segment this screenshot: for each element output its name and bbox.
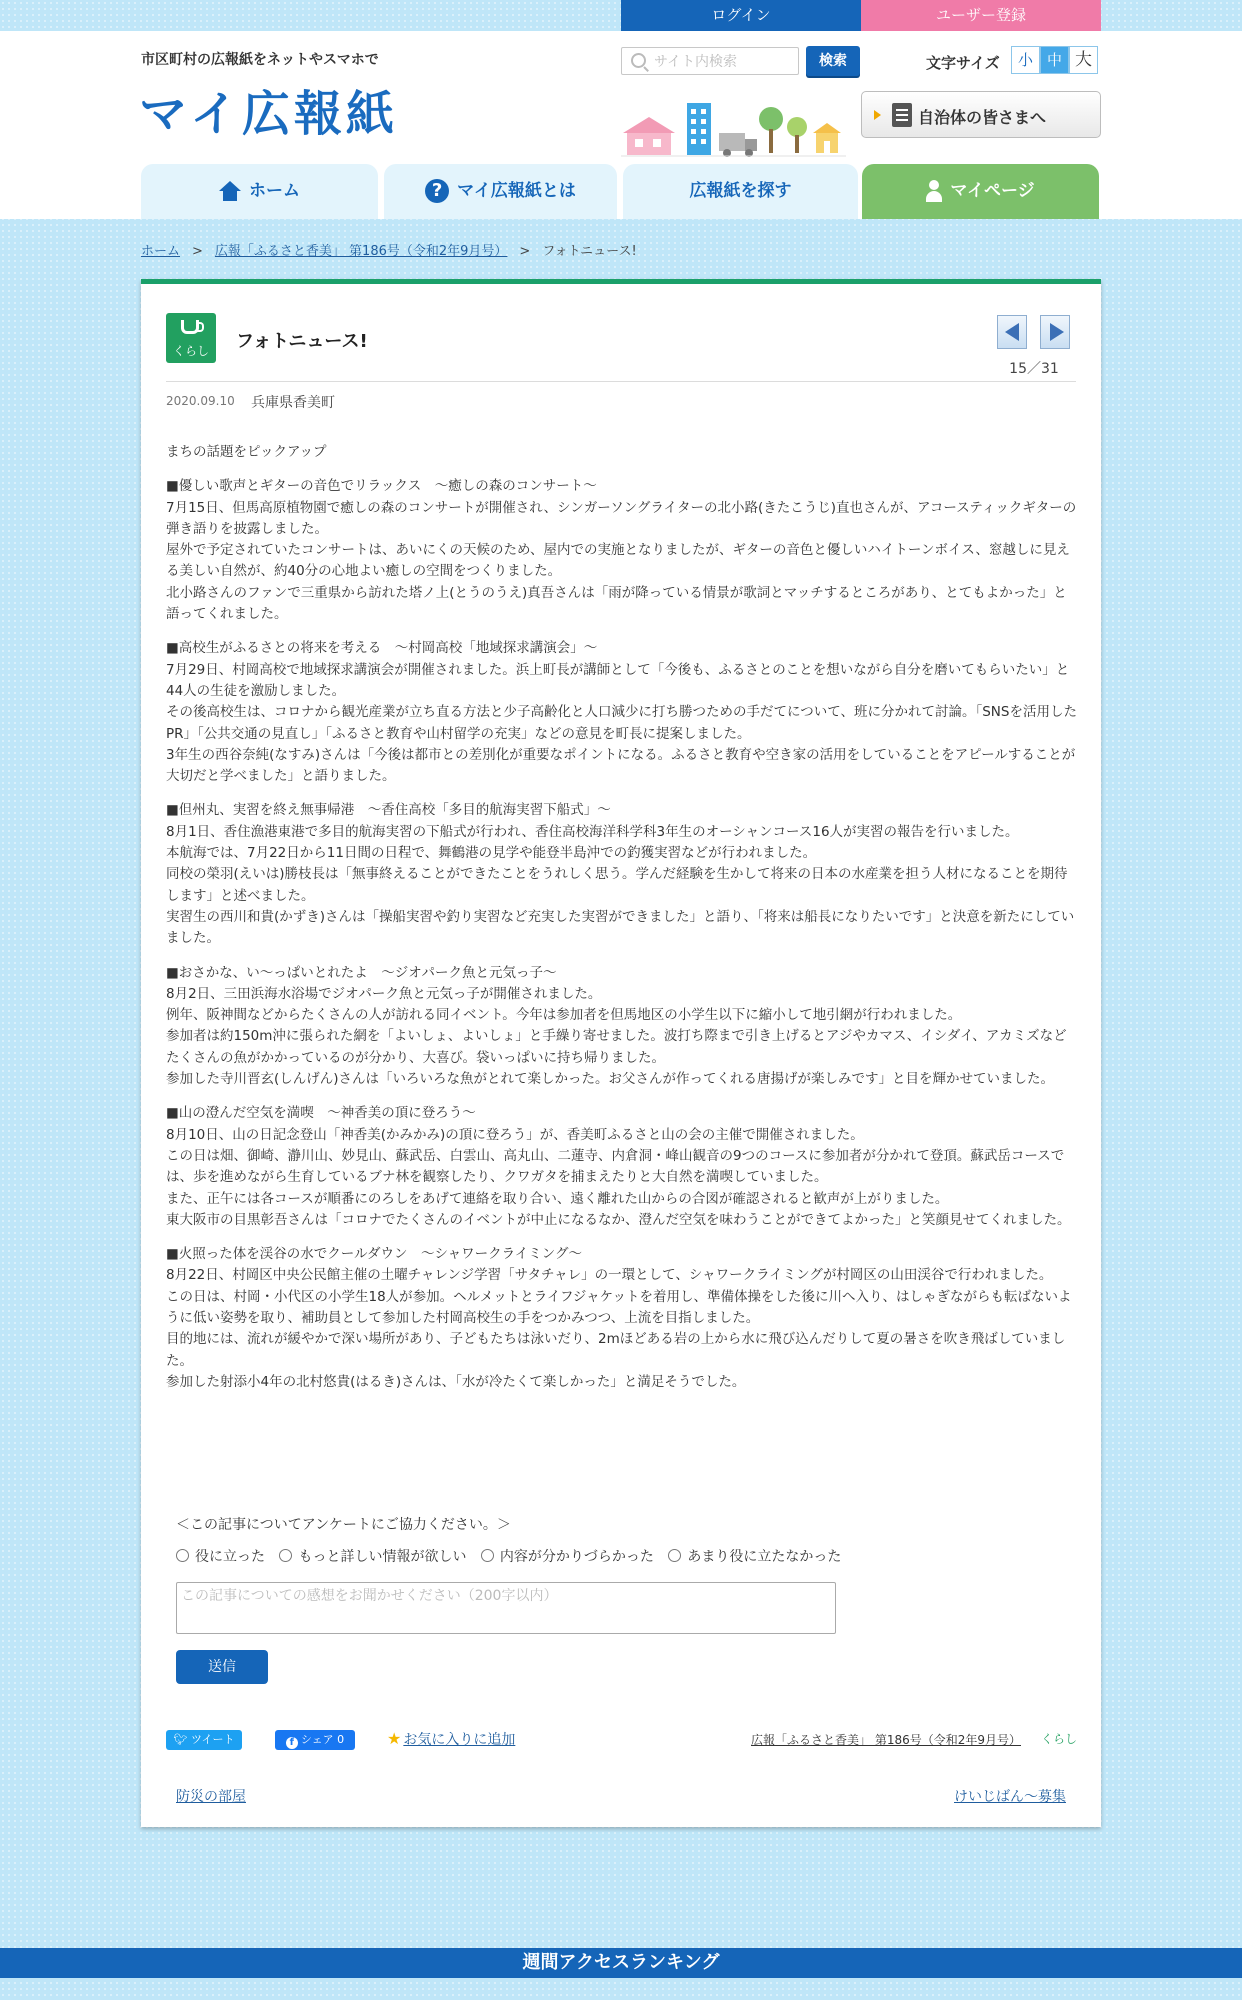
home-icon xyxy=(219,181,241,201)
section-heading: ■おさかな、い～っぱいとれたよ ～ジオパーク魚と元気っ子～ xyxy=(166,964,557,981)
document-icon xyxy=(892,103,912,127)
section-line: 屋外で予定されていたコンサートは、あいにくの天候のため、屋内での実施となりましたが、ギターの音色と優しいハイトーンボイス、窓越しに見える美しい自然が、約40分の心地よい癒しの空間をつくりました。 xyxy=(166,542,1070,580)
survey-option-more-info[interactable] xyxy=(279,1546,466,1566)
article-section xyxy=(166,800,1078,949)
section-heading: ■山の澄んだ空気を満喫 ～神香美の頂に登ろう～ xyxy=(166,1105,476,1122)
article-section xyxy=(166,1244,1078,1393)
register-button[interactable]: ユーザー登録 xyxy=(861,0,1101,31)
star-icon: ★ xyxy=(387,1729,402,1748)
tab-find-newsletter-label: 広報紙を探す xyxy=(689,181,792,201)
tab-home[interactable] xyxy=(141,164,378,219)
section-line: 7月29日、村岡高校で地域探求講演会が開催されました。浜上町長が講師として「今後も、ふるさとのことを想いながら自分を磨いてもらいたい」と44人の生徒を激励しました。 xyxy=(166,661,1070,699)
radio-button[interactable] xyxy=(176,1549,189,1562)
tab-find-newsletter[interactable] xyxy=(623,164,858,219)
breadcrumb xyxy=(141,240,637,259)
next-page-arrow-icon[interactable] xyxy=(1040,315,1070,349)
font-size-label: 文字サイズ xyxy=(926,54,1000,72)
tab-home-label: ホーム xyxy=(249,181,300,201)
section-line: 8月10日、山の日記念登山「神香美(かみかみ)の頂に登ろう」が、香美町ふるさと山の会の主催で開催されました。 xyxy=(166,1126,864,1143)
section-line: 8月1日、香住漁港東港で多目的航海実習の下船式が行われ、香住高校海洋科学科3年生のオーシャンコース16人が実習の報告を行いました。 xyxy=(166,823,1019,840)
question-icon: ? xyxy=(425,179,449,203)
radio-button[interactable] xyxy=(279,1549,292,1562)
survey-option-label: もっと詳しい情報が欲しい xyxy=(298,1549,467,1565)
section-line: この日は畑、御崎、瀞川山、妙見山、蘇武岳、白雲山、高丸山、二蓮寺、内倉洞・峰山観音の9つのコースに参加者が分かれて登頂。蘇武岳コースでは、歩を進めながら生育しているブナ林を観察したり、クワガタを捕まえたりと大自然を満喫していました。 xyxy=(166,1147,1065,1186)
tab-mypage-label: マイページ xyxy=(950,181,1035,201)
page-counter: 15／31 xyxy=(1009,361,1059,377)
section-line: 例年、阪神間などからたくさんの人が訪れる同イベント。今年は参加者を但馬地区の小学生以下に縮小して地引網が行われました。 xyxy=(166,1007,962,1024)
prev-page-arrow-icon[interactable] xyxy=(997,315,1027,349)
article-section xyxy=(166,638,1078,787)
survey-title: ＜この記事についてアンケートにご協力ください。＞ xyxy=(176,1517,511,1533)
article-section xyxy=(166,1103,1078,1231)
section-line: 北小路さんのファンで三重県から訪れた塔ノ上(とうのうえ)真吾さんは「雨が降っている情景が歌詞とマッチするところがあり、とてもよかった」と語ってくれました。 xyxy=(166,584,1067,623)
survey-option-label: あまり役に立たなかった xyxy=(687,1549,842,1565)
section-heading: ■優しい歌声とギターの音色でリラックス ～癒しの森のコンサート～ xyxy=(166,478,597,495)
cup-icon xyxy=(181,320,199,334)
facebook-share-button[interactable] xyxy=(275,1730,355,1750)
facebook-share-label: シェア 0 xyxy=(300,1733,345,1746)
section-line: 東大阪市の目黒彰吾さんは「コロナでたくさんのイベントが中止になるなか、澄んだ空気を味わうことができてよかった」と笑顔見せてくれました。 xyxy=(166,1211,1071,1228)
prev-article-link[interactable]: 防災の部屋 xyxy=(176,1789,246,1805)
section-heading: ■高校生がふるさとの将来を考える ～村岡高校「地域探求講演会」～ xyxy=(166,640,598,657)
section-line: 参加した射添小4年の北村悠貴(はるき)さんは、「水が冷たくて楽しかった」と満足そうでした。 xyxy=(166,1373,746,1390)
survey-option-not-helpful[interactable] xyxy=(668,1546,841,1566)
arrow-right-icon xyxy=(874,110,881,120)
radio-button[interactable] xyxy=(481,1549,494,1562)
tweet-button[interactable] xyxy=(166,1730,242,1750)
survey-option-hard-to-understand[interactable] xyxy=(481,1546,654,1566)
breadcrumb-separator: > xyxy=(519,244,531,259)
breadcrumb-home-link[interactable]: ホーム xyxy=(141,244,181,259)
title-divider xyxy=(166,381,1076,382)
section-line: 参加者は約150m沖に張られた網を「よいしょ、よいしょ」と手繰り寄せました。波打ち際まで引き上げるとアジやカマス、イシダイ、アカミズなどたくさんの魚がかかっているのが分かり、大喜び。袋いっぱいに持ち帰りました。 xyxy=(166,1028,1067,1066)
article-section xyxy=(166,476,1078,625)
section-line: 本航海では、7月22日から11日間の日程で、舞鶴港の見学や能登半島沖での釣獲実習などが行われました。 xyxy=(166,845,817,862)
survey-option-helpful[interactable] xyxy=(176,1546,265,1566)
person-icon xyxy=(926,180,942,202)
issue-link[interactable]: 広報「ふるさと香美」 第186号（令和2年9月号） xyxy=(751,1733,1021,1747)
search-box xyxy=(621,47,799,75)
breadcrumb-current: フォトニュース! xyxy=(542,244,637,259)
site-header xyxy=(0,31,1242,219)
login-button[interactable]: ログイン xyxy=(621,0,861,31)
section-line: 目的地には、流れが緩やかで深い場所があり、子どもたちは泳いだり、2mほどある岩の上から水に飛び込んだりして夏の暑さを吹き飛ばしていました。 xyxy=(166,1331,1066,1369)
section-line: また、正午には各コースが順番にのろしをあげて連絡を取り合い、遠く離れた山からの合図が確認されると歓声が上がりました。 xyxy=(166,1190,949,1207)
category-badge[interactable] xyxy=(166,313,216,363)
tab-about-label: マイ広報紙とは xyxy=(457,181,576,201)
weekly-ranking-heading: 週間アクセスランキング xyxy=(0,1948,1242,1978)
survey-options xyxy=(176,1546,851,1566)
category-badge-label: くらし xyxy=(172,344,209,358)
search-button[interactable]: 検索 xyxy=(806,46,860,76)
section-line: 同校の榮羽(えいは)勝枝長は「無事終えることができたことをうれしく思う。学んだ経験を生かして将来の日本の水産業を担う人材になることを期待します」と述べました。 xyxy=(166,866,1068,904)
article-body xyxy=(166,442,1078,1406)
search-icon xyxy=(631,53,646,68)
site-tagline: 市区町村の広報紙をネットやスマホで xyxy=(141,52,379,68)
town-illustration-icon xyxy=(621,93,846,171)
section-line: 7月15日、但馬高原植物園で癒しの森のコンサートが開催され、シンガーソングライターの北小路(きたこうじ)直也さんが、アコースティックギターの弾き語りを披露しました。 xyxy=(166,499,1077,537)
tab-about[interactable] xyxy=(384,164,617,219)
article-card xyxy=(141,279,1101,1827)
section-line: 実習生の西川和貴(かずき)さんは「操船実習や釣り実習など充実した実習ができました」と語り、「将来は船長になりたいです」と決意を新たにしていました。 xyxy=(166,908,1075,947)
radio-button[interactable] xyxy=(668,1549,681,1562)
breadcrumb-issue-link[interactable]: 広報「ふるさと香美」 第186号（令和2年9月号） xyxy=(214,244,508,259)
article-town: 兵庫県香美町 xyxy=(251,395,335,411)
article-section xyxy=(166,963,1078,1091)
survey-submit-button[interactable]: 送信 xyxy=(176,1650,268,1684)
section-line: 8月22日、村岡区中央公民館主催の土曜チャレンジ学習「サタチャレ」の一環として、シャワークライミングが村岡区の山田渓谷で行われました。 xyxy=(166,1267,1053,1284)
category-link[interactable]: くらし xyxy=(1041,1732,1078,1746)
survey-option-label: 内容が分かりづらかった xyxy=(499,1549,654,1565)
font-size-medium-button[interactable]: 中 xyxy=(1040,46,1069,74)
section-line: 参加した寺川晋玄(しんげん)さんは「いろいろな魚がとれて楽しかった。お父さんが作ってくれる唐揚げが楽しみです」と目を輝かせていました。 xyxy=(166,1071,1055,1088)
article-title: フォトニュース! xyxy=(236,331,368,352)
facebook-icon: f xyxy=(286,1737,298,1749)
font-size-large-button[interactable]: 大 xyxy=(1069,46,1098,74)
survey-option-label: 役に立った xyxy=(195,1549,265,1565)
top-bar xyxy=(0,0,1242,31)
section-line: 8月2日、三田浜海水浴場でジオパーク魚と元気っ子が開催されました。 xyxy=(166,985,602,1002)
breadcrumb-separator: > xyxy=(192,244,203,259)
search-input[interactable] xyxy=(652,50,796,74)
section-line: その後高校生は、コロナから観光産業が立ち直る方法と少子高齢化と人口減少に打ち勝つための手だてについて、班に分かれて討論。「SNSを活用したPR」「公共交通の見直し」「ふるさと教育や山村留学の充実」などの意見を町長に提案しました。 xyxy=(166,704,1077,742)
tweet-button-label: ツイート xyxy=(191,1733,235,1746)
twitter-bird-icon: 🐦︎ xyxy=(173,1733,188,1746)
tab-mypage[interactable] xyxy=(862,164,1099,219)
add-favorite-link[interactable] xyxy=(387,1729,515,1749)
section-line: この日は、村岡・小代区の小学生18人が参加。ヘルメットとライフジャケットを着用し、準備体操をした後に川へ入り、はしゃぎながらも転ばないように低い姿勢を取り、補助員として参加した村岡高校生の手をつかみつつ、上流を目指しました。 xyxy=(166,1288,1072,1326)
font-size-small-button[interactable]: 小 xyxy=(1011,46,1040,74)
municipality-button[interactable] xyxy=(861,91,1101,138)
section-heading: ■但州丸、実習を終え無事帰港 ～香住高校「多目的航海実習下船式」～ xyxy=(166,802,611,819)
section-line: 3年生の西谷奈純(なすみ)さんは「今後は都市との差別化が重要なポイントになる。ふるさと教育や空き家の活用をしていることをアピールすることが大切だと学べました」と語りました。 xyxy=(166,746,1076,785)
municipality-button-label: 自治体の皆さまへ xyxy=(918,108,1047,127)
survey-comment-textarea[interactable] xyxy=(176,1582,836,1634)
section-heading: ■火照った体を渓谷の水でクールダウン ～シャワークライミング～ xyxy=(166,1246,582,1263)
next-article-link[interactable]: けいじばん～募集 xyxy=(954,1789,1066,1805)
add-favorite-label: お気に入りに追加 xyxy=(403,1732,516,1748)
article-intro: まちの話題をピックアップ xyxy=(166,444,327,460)
article-date: 2020.09.10 xyxy=(166,394,235,408)
site-logo[interactable]: マイ広報紙 xyxy=(139,86,399,142)
